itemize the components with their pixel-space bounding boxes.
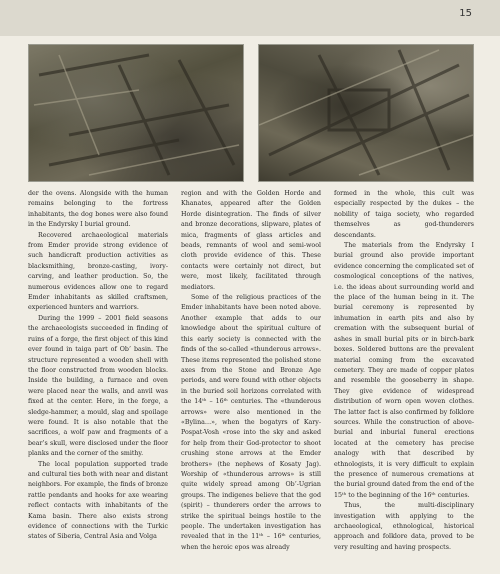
paragraph: Thus, the multi-disciplinary investigation with applying to the archaeological, ethnological, historical approach and folklore data, proved to be very resulting and having prospects. [334, 502, 474, 551]
paragraph: The materials from the Endyrsky I burial ground also provide important evidence concerning the complicated set of cosmological conceptions of the natives, i.e. the ideas about surrounding world and the place of the human being in it. The burial ceremony is represented by inhumation in earth pits and also by cremation with the subsequent burial of ashes in small burial pits or in birch-bark boxes. Soldered buttons are the prevalent material coming from the excavated cemetery. They are made of copper plates and resemble the gooseberry in shape. They give evidence of widespread distribution of worn open woven clothes. The latter fact is also confirmed by folklore sources. While the construction of above-burial and inburial funeral erections located at the cemetery has precise analogy with that described by ethnologists, it is very difficult to explain the presence of numerous cremations at the burial ground dated from the end of the 15ᵗʰ to the beginning of the 16ᵗʰ centuries. [334, 242, 474, 499]
article-body [28, 189, 474, 569]
text-column-1 [28, 189, 168, 569]
excavation-photo-right [258, 44, 474, 182]
excavation-site-image [29, 45, 243, 181]
paragraph: Recovered archaeological materials from Emder provide strong evidence of such handicraft production activities as blacksmithing, bronze-casting, ivory-carving, and leather production. So, the numerous evidences allow one to regard Emder inhabitants as skilled craftsmen, experienced hunters and warriors. [28, 231, 168, 312]
text-column-3 [334, 189, 474, 569]
excavation-site-image [259, 45, 473, 181]
paragraph: The local population supported trade and cultural ties both with near and distant neighbors. For example, the finds of bronze rattle pendants and hooks for axe wearing reflect contacts with inhabitants of the Kama basin. There also exists strong evidence of connections with the Turkic states of Siberia, Central Asia and Volga [28, 460, 168, 541]
page-number: 15 [459, 8, 472, 19]
text-column-2 [181, 189, 321, 569]
paragraph: region and with the Golden Horde and Khanates, appeared after the Golden Horde disintegration. The finds of silver and bronze decorations, slipware, plates of mica, fragments of glass articles and beads, remnants of wool and semi-wool cloth provide evidence of this. These contacts were certainly not direct, but were, most likely, facilitated through mediators. [181, 190, 321, 291]
paragraph: der the ovens. Alongside with the human remains belonging to the fortress inhabitants, the dog bones were also found in the Endyrsky I burial ground. [28, 190, 168, 229]
excavation-photo-left [28, 44, 244, 182]
paragraph: formed in the whole, this cult was especially respected by the dukes – the nobility of taiga society, who regarded themselves as god-thunderers descendants. [334, 190, 474, 239]
paragraph: During the 1999 – 2001 field seasons the archaeologists succeeded in finding of ruins of a forge, the first object of this kind ever found in taiga part of Ob’ basin. The structure represented a wooden shell with the floor constructed from wooden blocks. Inside the building, a furnace and oven were placed near the walls, and anvil was fixed at the center. Here, in the forge, a sledge-hammer, a mould, slag and spoilage were found. It is also notable that the sacrifices, a wolf paw and fragments of a bear’s skull, were disclosed under the floor planks and the corner of the smithy. [28, 314, 168, 458]
paragraph: Some of the religious practices of the Emder inhabitants have been noted above. Another example that adds to our knowledge about the spiritual culture of this early society is connected with the finds of the so-called «thunderous arrows». These items represented the polished stone axes from the Stone and Bronze Age periods, and were found with other objects in the buried soil horizons correlated with the 14ᵗʰ – 16ᵗʰ centuries. The «thunderous arrows» were also mentioned in the «Bylina…», when the bogatyrs of Kary-Pospat-Vosh «rose into the sky and asked for help from their God-protector to shoot crushing stone arrows at the Emder brothers» (the nephews of Kosaty Jag). Worship of «thunderous arrows» is still quite widely spread among Ob’-Ugrian groups. The indigenes believe that the god (spirit) – thunderers order the arrows to strike the spiritual beings hostile to the people. The undertaken investigation has revealed that in the 11ᵗʰ – 16ᵗʰ centuries, when the heroic epos was already [181, 294, 321, 551]
page-header-bar [0, 0, 500, 36]
